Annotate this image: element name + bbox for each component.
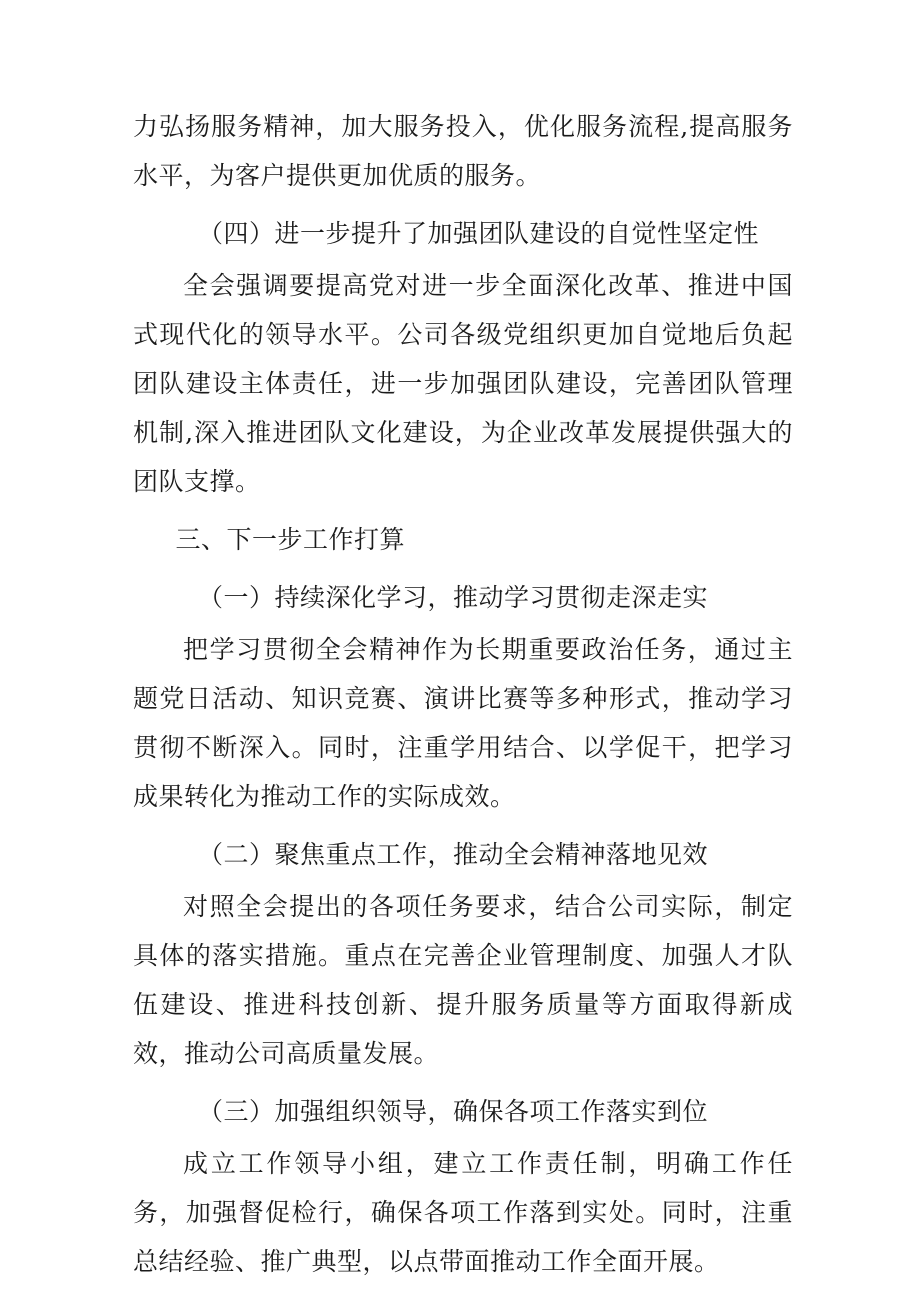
subheading-one: （一）持续深化学习，推动学习贯彻走深走实 <box>198 583 709 612</box>
leadership-paragraph: 成立工作领导小组，建立工作责任制，明确工作任务，加强督促检行，确保各项工作落到实处。同时，注重总结经验、推广典型，以点带面推动工作全面开展。 <box>133 1149 793 1276</box>
subheading-four: （四）进一步提升了加强团队建设的自觉性坚定性 <box>198 219 760 248</box>
section-heading-next-steps: 三、下一步工作打算 <box>175 525 406 554</box>
key-work-paragraph: 对照全会提出的各项任务要求，结合公司实际，制定具体的落实措施。重点在完善企业管理制度、加强人才队伍建设、推进科技创新、提升服务质量等方面取得新成效，推动公司高质量发展。 <box>133 892 793 1068</box>
subheading-two: （二）聚焦重点工作，推动全会精神落地见效 <box>198 840 709 869</box>
team-building-paragraph: 全会强调要提高党对进一步全面深化改革、推进中国式现代化的领导水平。公司各级党组织更加自觉地后负起团队建设主体责任，进一步加强团队建设，完善团队管理机制,深入推进团队文化建设，为企业改革发展提供强大的团队支撑。 <box>133 271 793 496</box>
study-paragraph: 把学习贯彻全会精神作为长期重要政治任务，通过主题党日活动、知识竞赛、演讲比赛等多种形式，推动学习贯彻不断深入。同时，注重学用结合、以学促干，把学习成果转化为推动工作的实际成效。 <box>133 635 793 811</box>
subheading-three: （三）加强组织领导，确保各项工作落实到位 <box>198 1097 709 1126</box>
intro-paragraph: 力弘扬服务精神，加大服务投入，优化服务流程,提高服务水平，为客户提供更加优质的服务。 <box>133 112 793 190</box>
document-body <box>133 102 793 1286</box>
